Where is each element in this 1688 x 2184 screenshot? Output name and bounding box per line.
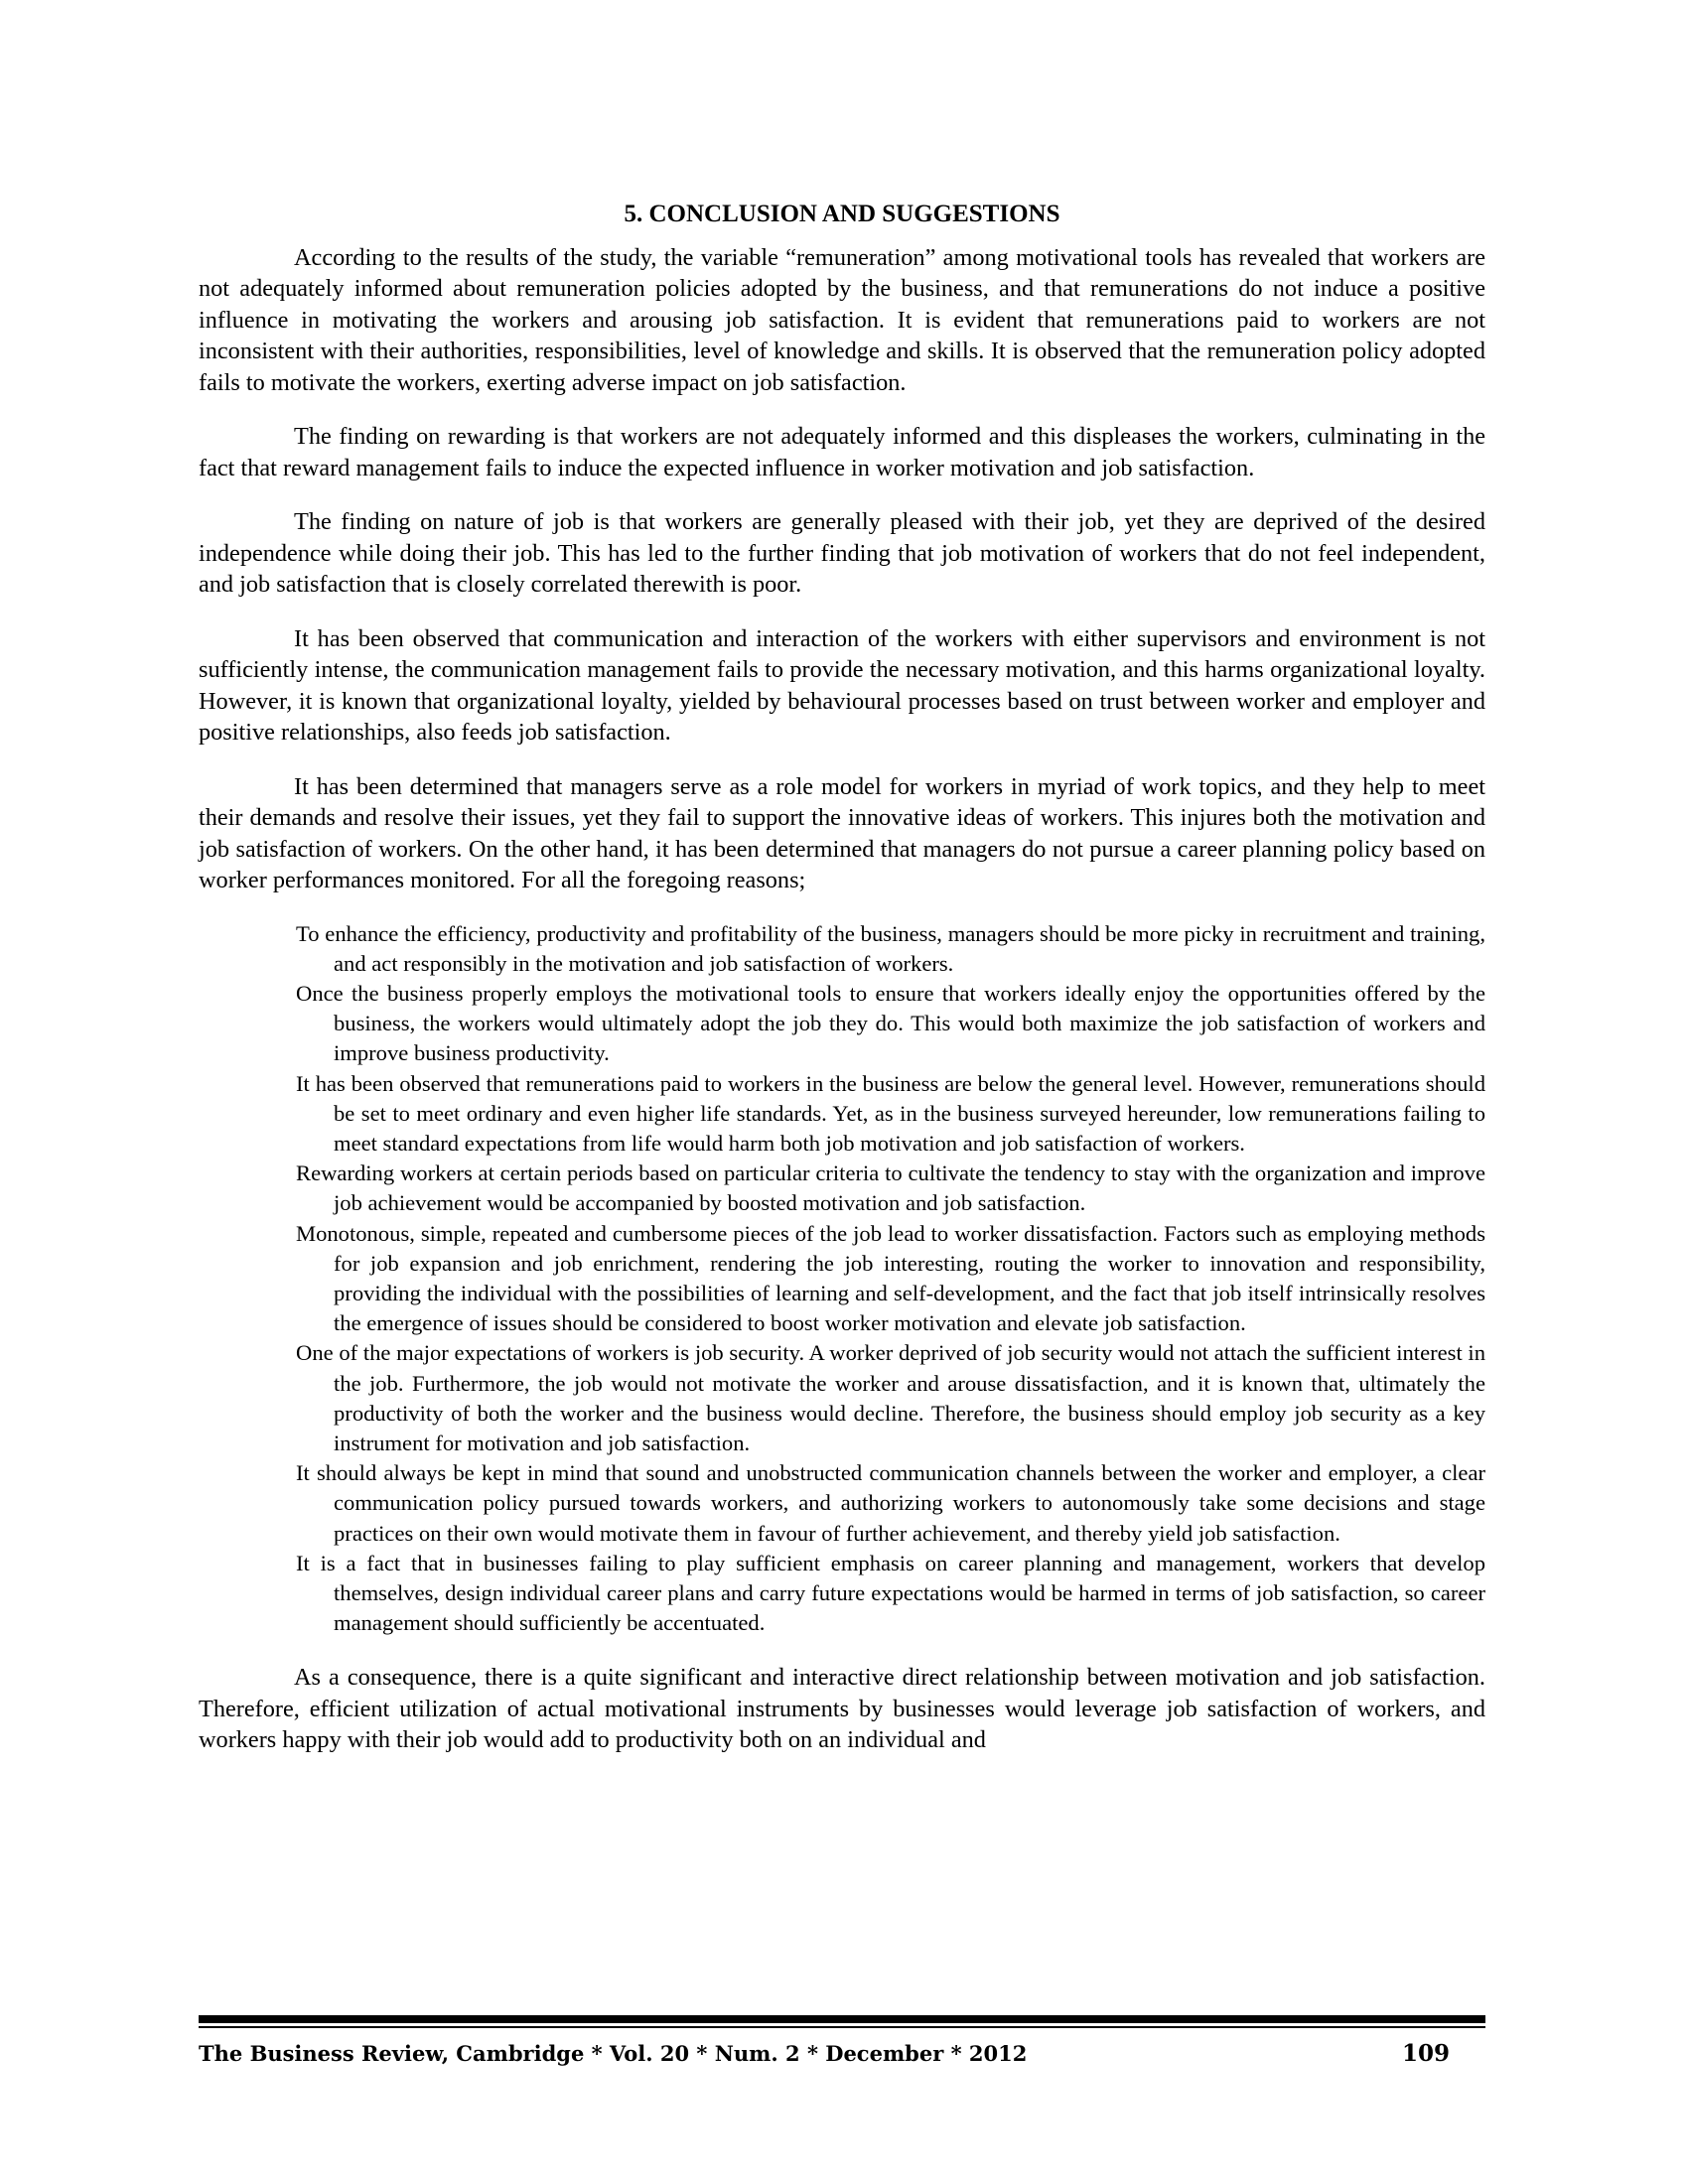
list-item: It has been observed that remunerations paid to workers in the business are below the general level. However, remunerations should be set to meet ordinary and even higher life standards. Yet, as in the business surveyed hereunder, low remunerations failing to meet standard expectations from life would harm both job motivation and job satisfaction of workers.	[296, 1070, 1485, 1156]
paragraph-communication: It has been observed that communication and interaction of the workers with either supervisors and environment is not sufficiently intense, the communication management fails to provide the necessary motivation, and this harms organizational loyalty. However, it is known that organizational loyalty, yielded by behavioural processes based on trust between worker and employer and positive relationships, also feeds job satisfaction.	[199, 624, 1485, 746]
list-item: Rewarding workers at certain periods based on particular criteria to cultivate the tendency to stay with the organization and improve job achievement would be accompanied by boosted motivation and job satisfaction.	[296, 1160, 1485, 1216]
paragraph-rewarding: The finding on rewarding is that workers are not adequately informed and this displeases the workers, culminating in the fact that reward management fails to induce the expected influence in worker motivation and job satisfaction.	[199, 423, 1485, 481]
list-item: It is a fact that in businesses failing to play sufficient emphasis on career planning and management, workers that develop themselves, design individual career plans and carry future expectations would be harmed in terms of job satisfaction, so career management should sufficiently be accentuated.	[296, 1550, 1485, 1636]
section-heading: 5. CONCLUSION AND SUGGESTIONS	[624, 201, 1060, 227]
list-item: It should always be kept in mind that sound and unobstructed communication channels between the worker and employer, a clear communication policy pursued towards workers, and authorizing workers to autonomously take some decisions and stage practices on their own would motivate them in favour of further achievement, and thereby yield job satisfaction.	[296, 1460, 1485, 1546]
list-item: Once the business properly employs the motivational tools to ensure that workers ideally enjoy the opportunities offered by the business, the workers would ultimately adopt the job they do. This would both maximize the job satisfaction of workers and improve business productivity.	[296, 980, 1485, 1066]
paragraph-managers: It has been determined that managers serve as a role model for workers in myriad of work topics, and they help to meet their demands and resolve their issues, yet they fail to support the innovative ideas of workers. This injures both the motivation and job satisfaction of workers. On the other hand, it has been determined that managers do not pursue a career planning policy based on worker performances monitored. For all the foregoing reasons;	[199, 772, 1485, 893]
suggestions-list	[199, 919, 1485, 1639]
list-item: To enhance the efficiency, productivity and profitability of the business, managers should be more picky in recruitment and training, and act responsibly in the motivation and job satisfaction of workers.	[296, 920, 1485, 976]
page-footer	[199, 2015, 1485, 2067]
journal-citation: The Business Review, Cambridge * Vol. 20 * Num. 2 * December * 2012	[199, 2041, 1028, 2066]
footer-rule-thin	[199, 2026, 1485, 2028]
footer-rule-thick	[199, 2015, 1485, 2023]
list-item: One of the major expectations of workers is job security. A worker deprived of job security would not attach the sufficient interest in the job. Furthermore, the job would not motivate the worker and arouse dissatisfaction, and it is known that, ultimately the productivity of both the worker and the business would decline. Therefore, the business should employ job security as a key instrument for motivation and job satisfaction.	[296, 1340, 1485, 1455]
page-number: 109	[1401, 2040, 1450, 2067]
paragraph-remuneration: According to the results of the study, the variable “remuneration” among motivational tools has revealed that workers are not adequately informed about remuneration policies adopted by the business, and that remunerations do not induce a positive influence in motivating the workers and arousing job satisfaction. It is evident that remunerations paid to workers are not inconsistent with their authorities, responsibilities, level of knowledge and skills. It is observed that the remuneration policy adopted fails to motivate the workers, exerting adverse impact on job satisfaction.	[199, 243, 1485, 396]
article-body	[199, 199, 1485, 1756]
list-item: Monotonous, simple, repeated and cumbersome pieces of the job lead to worker dissatisfaction. Factors such as employing methods for job expansion and job enrichment, rendering the job interesting, routing the worker to innovation and responsibility, providing the individual with the possibilities of learning and self-development, and the fact that job itself intrinsically resolves the emergence of issues should be considered to boost worker motivation and elevate job satisfaction.	[296, 1220, 1485, 1336]
paragraph-consequence: As a consequence, there is a quite significant and interactive direct relationship between motivation and job satisfaction. Therefore, efficient utilization of actual motivational instruments by businesses would leverage job satisfaction of workers, and workers happy with their job would add to productivity both on an individual and	[199, 1664, 1485, 1754]
footer-row	[199, 2040, 1485, 2067]
paragraph-nature-of-job: The finding on nature of job is that workers are generally pleased with their job, yet they are deprived of the desired independence while doing their job. This has led to the further finding that job motivation of workers that do not feel independent, and job satisfaction that is closely correlated therewith is poor.	[199, 508, 1485, 598]
